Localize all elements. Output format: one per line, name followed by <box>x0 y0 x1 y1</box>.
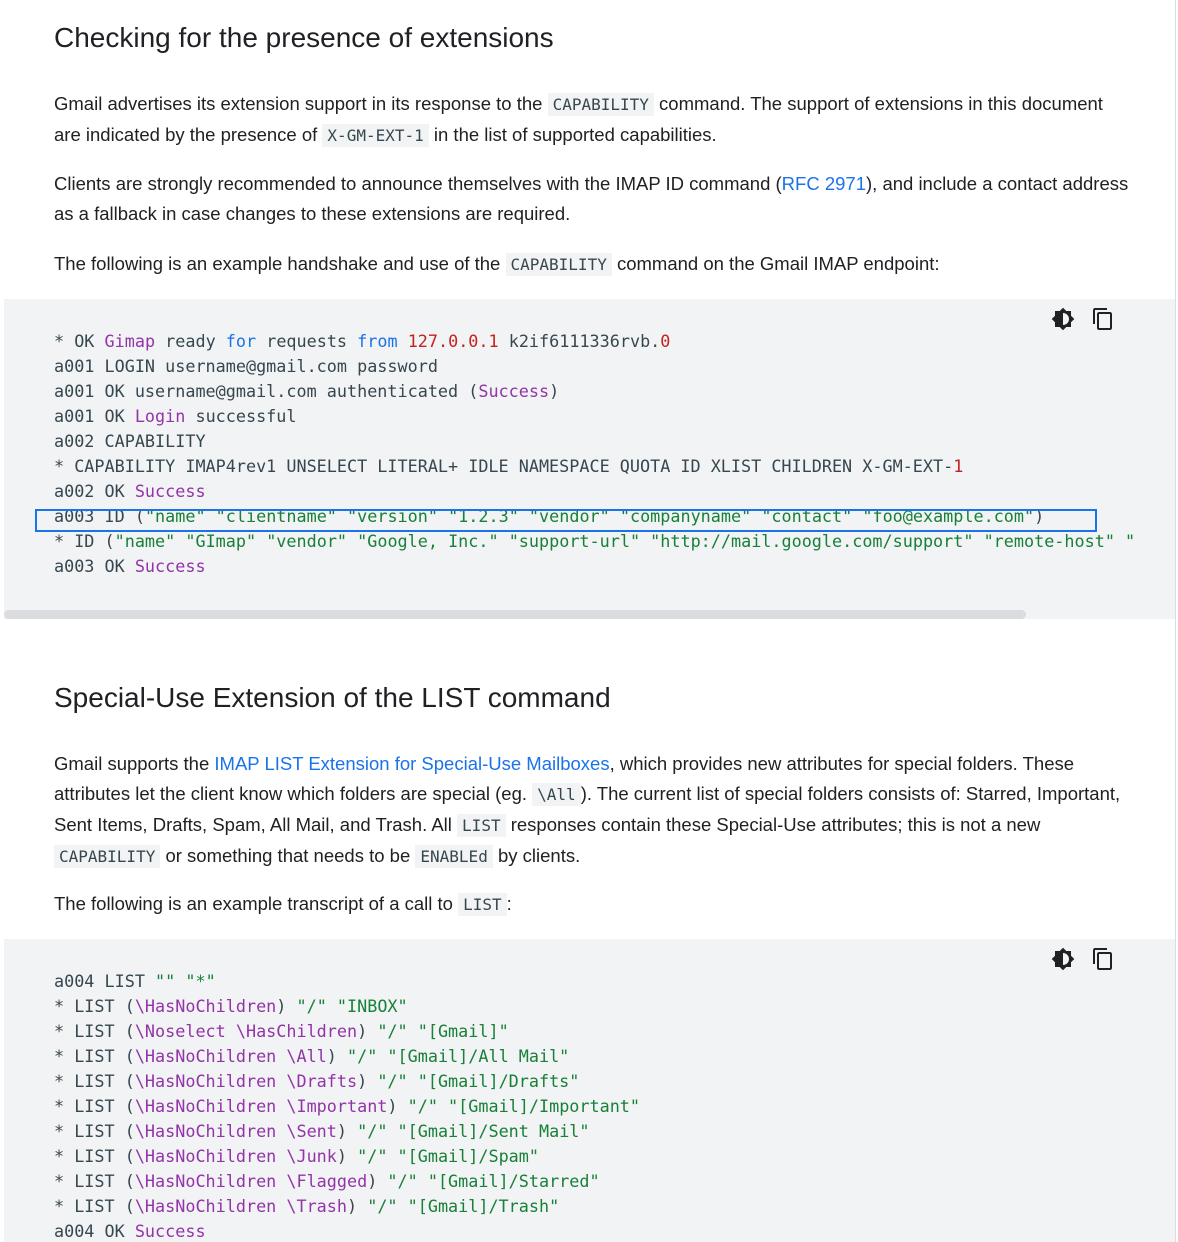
code-token: ) <box>336 1121 358 1141</box>
code-token: \HasNoChildren \Trash <box>134 1196 347 1216</box>
code-token: * LIST ( <box>54 1046 135 1066</box>
code-token: k2if6111336rvb. <box>498 331 661 351</box>
code-token: * LIST ( <box>54 1121 135 1141</box>
code-token <box>256 531 266 551</box>
code-line <box>54 354 1135 379</box>
code-token: "remote-host" <box>983 531 1115 551</box>
text: command. The support of extensions in this document are indicated by the presence of <box>54 93 1103 145</box>
code-token <box>1115 531 1125 551</box>
inline-code: CAPABILITY <box>506 253 612 276</box>
copy-icon[interactable] <box>1091 947 1115 971</box>
paragraph-list-intro <box>54 889 1134 920</box>
code-line <box>54 1119 640 1144</box>
code-token: ) <box>347 1196 368 1216</box>
code-token: ) <box>276 996 297 1016</box>
dark-mode-toggle-icon[interactable] <box>1051 947 1075 971</box>
inline-code: LIST <box>458 893 507 916</box>
code-token: \HasNoChildren \Junk <box>134 1146 337 1166</box>
code-token: * LIST ( <box>54 1021 135 1041</box>
code-token: \HasNoChildren <box>134 996 277 1016</box>
code-token: * LIST ( <box>54 996 135 1016</box>
code-token: "/" "[Gmail]/Spam" <box>357 1146 539 1166</box>
text: The following is an example transcript of a call to <box>54 893 459 914</box>
rfc-2971-link[interactable]: RFC 2971 <box>781 173 866 194</box>
code-token: Gimap <box>104 331 156 351</box>
code-token: \HasNoChildren \Sent <box>134 1121 337 1141</box>
code-token: * LIST ( <box>54 1146 135 1166</box>
paragraph-imap-id <box>54 169 1134 229</box>
code-token: "/" "[Gmail]/Starred" <box>387 1171 600 1191</box>
code-token <box>640 531 650 551</box>
code-token <box>499 531 509 551</box>
code-token: " <box>1125 531 1136 551</box>
code-token: "" "*" <box>155 971 216 991</box>
code-token: "/" "[Gmail]/Important" <box>407 1096 641 1116</box>
code-line <box>54 1194 640 1219</box>
code-token: a004 LIST <box>54 971 156 991</box>
text: Gmail supports the <box>54 753 215 774</box>
code-token: "/" "[Gmail]" <box>377 1021 509 1041</box>
code-token: ) <box>387 1096 408 1116</box>
code-token: ) <box>367 1171 388 1191</box>
code-token: * LIST ( <box>54 1196 135 1216</box>
text: ). The current list of special folders consists of: Starred, Important, Sent Items, Drafts, Spam, All Mail, and Trash. All <box>54 783 1121 835</box>
code-lines <box>54 329 1135 579</box>
code-token: * CAPABILITY IMAP4rev1 UNSELECT LITERAL+ IDLE NAMESPACE QUOTA ID XLIST CHILDREN X-GM-EXT- <box>54 456 954 476</box>
code-line <box>54 1169 640 1194</box>
code-token <box>175 531 185 551</box>
code-token: a004 OK <box>54 1221 135 1241</box>
code-lines <box>54 969 640 1242</box>
code-token: from <box>357 331 398 351</box>
code-token: a002 OK <box>54 481 135 501</box>
code-line <box>54 429 1135 454</box>
code-token: Success <box>134 481 206 501</box>
code-token: "Google, Inc." <box>357 531 499 551</box>
text: Clients are strongly recommended to announce themselves with the IMAP ID command ( <box>54 173 782 194</box>
inline-code: CAPABILITY <box>54 845 160 868</box>
text: in the list of supported capabilities. <box>428 124 717 145</box>
code-line <box>54 1044 640 1069</box>
code-token: "GImap" <box>185 531 257 551</box>
copy-icon[interactable] <box>1091 307 1115 331</box>
code-token: Login <box>134 406 186 426</box>
code-line <box>54 479 1135 504</box>
code-line <box>54 529 1135 554</box>
text: command on the Gmail IMAP endpoint: <box>611 253 940 274</box>
code-token: "name" <box>144 506 206 526</box>
code-token: \HasNoChildren \Important <box>134 1096 388 1116</box>
text: : <box>506 893 512 914</box>
code-token: Success <box>478 381 550 401</box>
code-token: * ID ( <box>54 531 115 551</box>
paragraph-special-use <box>54 749 1134 872</box>
text: responses contain these Special-Use attributes; this is not a new <box>505 814 1041 835</box>
text: ), and include a contact address as a fallback in case changes to these extensions are required. <box>54 173 1129 224</box>
code-token: ) <box>549 381 560 401</box>
code-token: * OK <box>54 331 105 351</box>
code-token: \Noselect \HasChildren <box>134 1021 358 1041</box>
code-block-list <box>4 939 1175 1242</box>
code-line <box>54 1069 640 1094</box>
code-line <box>54 404 1135 429</box>
code-token: "name" <box>114 531 176 551</box>
code-token: "http://mail.google.com/support" <box>650 531 974 551</box>
highlight-box <box>35 509 1097 532</box>
code-line <box>54 454 1135 479</box>
code-token: "/" "[Gmail]/All Mail" <box>347 1046 570 1066</box>
code-token: "1.2.3" <box>448 506 519 526</box>
code-token: successful <box>185 406 297 426</box>
inline-code: CAPABILITY <box>548 93 654 116</box>
inline-code: LIST <box>457 814 506 837</box>
code-token <box>973 531 983 551</box>
code-token: "vendor" <box>528 506 610 526</box>
code-token: "version" <box>347 506 438 526</box>
code-token: requests <box>256 331 358 351</box>
code-line <box>54 969 640 994</box>
code-token <box>398 331 408 351</box>
code-token: a003 ID ( <box>54 506 145 526</box>
code-token: 1 <box>953 456 964 476</box>
code-token: "foo@example.com" <box>862 506 1035 526</box>
inline-code: ENABLEd <box>415 845 492 868</box>
code-token: ) <box>326 1046 348 1066</box>
text: by clients. <box>492 845 581 866</box>
code-token: "vendor" <box>266 531 348 551</box>
code-token: * LIST ( <box>54 1071 135 1091</box>
text: The following is an example handshake and use of the <box>54 253 506 274</box>
code-line <box>54 1219 640 1242</box>
code-line <box>54 554 1135 579</box>
code-token: 127.0.0.1 <box>407 331 499 351</box>
code-line <box>54 994 640 1019</box>
code-token: ) <box>357 1071 378 1091</box>
special-use-rfc-link[interactable]: IMAP LIST Extension for Special-Use Mailboxes <box>214 753 610 774</box>
horizontal-scrollbar[interactable] <box>4 610 1026 619</box>
code-token: a001 OK <box>54 406 135 426</box>
code-token: * LIST ( <box>54 1171 135 1191</box>
code-token: Success <box>134 1221 206 1241</box>
code-block-handshake <box>4 299 1175 619</box>
code-token: 0 <box>660 331 671 351</box>
code-token: \HasNoChildren \All <box>134 1046 327 1066</box>
code-token: a002 CAPABILITY <box>54 431 206 451</box>
dark-mode-toggle-icon[interactable] <box>1051 307 1075 331</box>
code-line <box>54 1094 640 1119</box>
inline-code: \All <box>532 783 581 806</box>
code-token: a003 OK <box>54 556 135 576</box>
code-token: Success <box>134 556 206 576</box>
section-title-extensions: Checking for the presence of extensions <box>54 22 554 53</box>
code-token: ) <box>1034 506 1045 526</box>
code-token: \HasNoChildren \Drafts <box>134 1071 358 1091</box>
text: or something that needs to be <box>160 845 416 866</box>
code-token: a001 OK username@gmail.com authenticated ( <box>54 381 479 401</box>
paragraph-capability <box>54 89 1134 151</box>
code-token: ready <box>155 331 226 351</box>
code-token: a001 LOGIN username@gmail.com password <box>54 356 438 376</box>
code-token: "/" "[Gmail]/Sent Mail" <box>357 1121 590 1141</box>
code-token: \HasNoChildren \Flagged <box>134 1171 368 1191</box>
code-token: * LIST ( <box>54 1096 135 1116</box>
code-token: "companyname" <box>619 506 752 526</box>
code-token: "clientname" <box>215 506 337 526</box>
text: , which provides new attributes for special folders. These attributes let the client know which folders are special (eg. <box>54 753 1075 804</box>
code-token: "support-url" <box>508 531 641 551</box>
code-line <box>54 329 1135 354</box>
section-title-special-use: Special-Use Extension of the LIST command <box>54 682 611 713</box>
code-line <box>54 379 1135 404</box>
code-token: "/" "[Gmail]/Trash" <box>367 1196 560 1216</box>
inline-code: X-GM-EXT-1 <box>322 124 428 147</box>
code-token: "contact" <box>761 506 853 526</box>
paragraph-handshake-intro <box>54 249 1134 280</box>
code-token: ) <box>336 1146 358 1166</box>
code-token <box>347 531 357 551</box>
code-token: "/" "INBOX" <box>296 996 408 1016</box>
code-token: ) <box>357 1021 378 1041</box>
code-token: "/" "[Gmail]/Drafts" <box>377 1071 580 1091</box>
code-token: for <box>225 331 257 351</box>
code-line <box>54 1019 640 1044</box>
code-line <box>54 1144 640 1169</box>
text: Gmail advertises its extension support in its response to the <box>54 93 548 114</box>
